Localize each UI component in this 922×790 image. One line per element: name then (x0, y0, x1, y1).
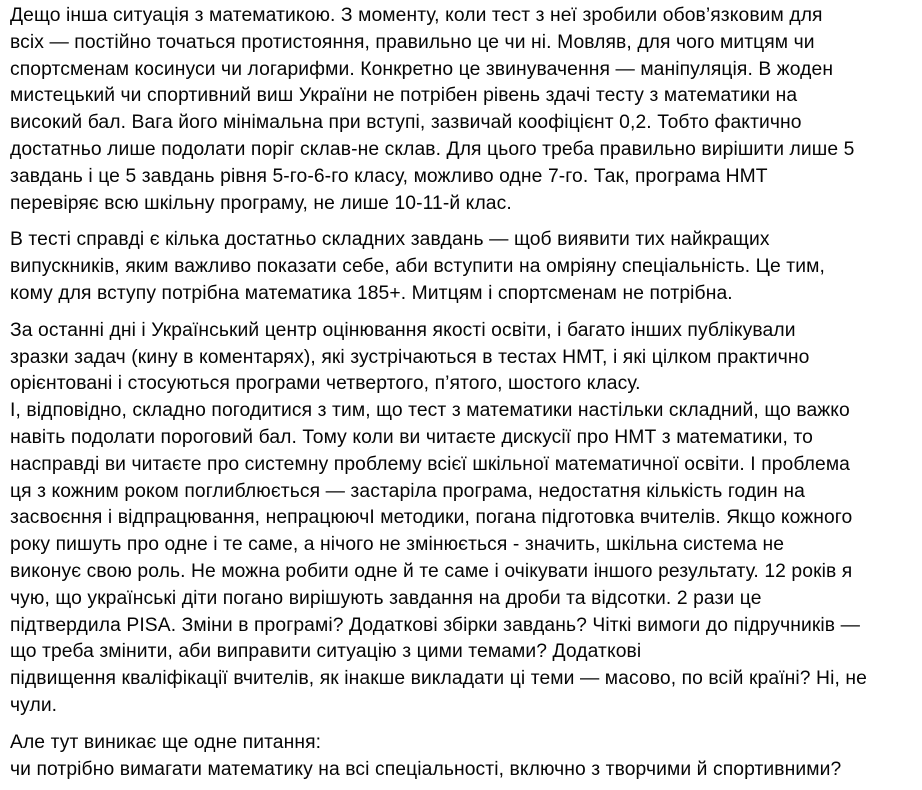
text-line: чули. (10, 694, 58, 716)
text-line: ця з кожним роком поглиблюється — застаріла програма, недостатня кількість годин на (10, 480, 805, 502)
paragraph-4 (10, 730, 914, 784)
text-line: кому для вступу потрібна математика 185+. Митцям і спортсменам не потрібна. (10, 282, 733, 304)
text-line: Але тут виникає ще одне питання: (10, 731, 322, 753)
text-line: перевіряє всю шкільну програму, не лише 10-11-й клас. (10, 192, 512, 214)
paragraph-1 (10, 3, 914, 217)
text-line: випускників, яким важливо показати себе, аби вступити на омріяну спеціальність. Це тим, (10, 256, 825, 278)
text-line: виконує свою роль. Не можна робити одне й те саме і очікувати іншого результату. 12 років я (10, 560, 853, 582)
paragraph-3 (10, 318, 914, 720)
text-line: спортсменам косинуси чи логарифми. Конкретно це звинувачення — маніпуляція. В жоден (10, 58, 834, 80)
text-line: високий бал. Вага його мінімальна при вступі, зазвичай коофіцієнт 0,2. Тобто фактично (10, 112, 802, 134)
text-line: всіх — постійно точаться протистояння, правильно це чи ні. Мовляв, для чого митцям чи (10, 31, 815, 53)
text-line: Дещо інша ситуація з математикою. З моменту, коли тест з неї зробили обов’язковим для (10, 5, 823, 26)
text-line: підтвердила PISA. Зміни в програмі? Додаткові збірки завдань? Чіткі вимоги до підручників — (10, 614, 860, 636)
text-line: достатньо лише подолати поріг склав-не склав. Для цього треба правильно вирішити лише 5 (10, 138, 855, 160)
text-line: чую, що українські діти погано вирішують завдання на дроби та відсотки. 2 рази це (10, 587, 762, 609)
text-line: завдань і це 5 завдань рівня 5-го-6-го класу, можливо одне 7-го. Так, програма НМТ (10, 165, 768, 187)
text-line: чи потрібно вимагати математику на всі спеціальності, включно з творчими й спортивними? (10, 758, 842, 780)
text-line: І, відповідно, складно погодитися з тим, що тест з математики настільки складний, що важко (10, 400, 850, 422)
paragraph-2 (10, 227, 914, 307)
text-line: В тесті справді є кілька достатньо складних завдань — щоб виявити тих найкращих (10, 229, 770, 251)
text-line: За останні дні і Український центр оцінювання якості освіти, і багато інших публікували (10, 319, 796, 341)
text-line: орієнтовані і стосуються програми четвертого, п’ятого, шостого класу. (10, 373, 641, 395)
text-line: що треба змінити, аби виправити ситуацію з цими темами? Додаткові (10, 641, 642, 663)
text-line: навіть подолати пороговий бал. Тому коли ви читаєте дискусії про НМТ з математики, то (10, 426, 813, 448)
text-line: року пишуть про одне і те саме, а нічого не змінюється - значить, шкільна система не (10, 534, 785, 556)
text-line: насправді ви читаєте про системну проблему всієї шкільної математичної освіти. І проблема (10, 453, 851, 475)
text-line: підвищення кваліфікації вчителів, як інакше викладати ці теми — масово, по всій країні? Ні, не (10, 668, 867, 690)
text-line: засвоєння і відпрацювання, непрацюючІ методики, погана підготовка вчителів. Якщо кожного (10, 507, 853, 529)
text-line: мистецький чи спортивний виш України не потрібен рівень здачі тесту з математики на (10, 85, 798, 107)
text-line: зразки задач (кину в коментарях), які зустрічаються в тестах НМТ, і які цілком практично (10, 346, 810, 368)
